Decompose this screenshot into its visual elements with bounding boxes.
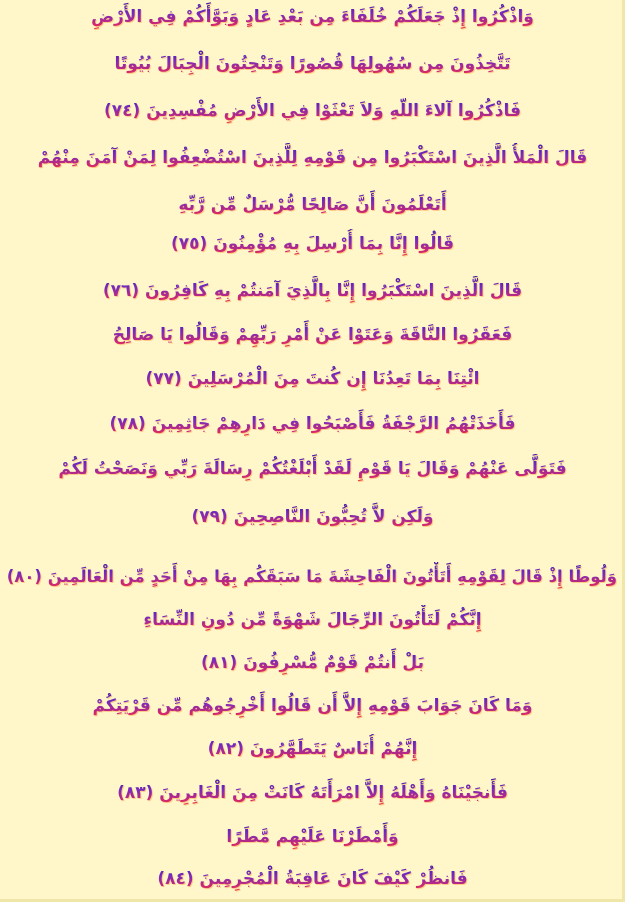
verse-line: أَتَعْلَمُونَ أَنَّ صَالِحًا مُّرْسَلٌ مِّن رَّبِّهِ xyxy=(8,190,617,220)
verse-line: قَالَ الَّذِينَ اسْتَكْبَرُوا إِنَّا بِالَّذِيَ آمَنتُمْ بِهِ كَافِرُونَ (٧٦) xyxy=(8,276,617,306)
verse-line: قَالَ الْمَلأُ الَّذِينَ اسْتَكْبَرُوا مِن قَوْمِهِ لِلَّذِينَ اسْتُضْعِفُوا لِمَنْ آمَنَ مِنْهُمْ xyxy=(8,143,617,173)
verse-line: فَتَوَلَّى عَنْهُمْ وَقَالَ يَا قَوْمِ لَقَدْ أَبْلَغْتُكُمْ رِسَالَةَ رَبِّي وَنَصَحْتُ لَكُمْ xyxy=(8,454,617,484)
verse-line: وَلَكِن لاَّ تُحِبُّونَ النَّاصِحِينَ (٧٩) xyxy=(8,502,617,532)
verse-line: بَلْ أَنتُمْ قَوْمٌ مُّسْرِفُونَ (٨١) xyxy=(8,648,617,678)
verse-line: إِنَّهُمْ أُنَاسٌ يَتَطَهَّرُونَ (٨٢) xyxy=(8,734,617,764)
verse-line: ائْتِنَا بِمَا تَعِدُنَا إِن كُنتَ مِنَ الْمُرْسَلِينَ (٧٧) xyxy=(8,364,617,394)
verse-line: فَعَقَرُوا النَّاقَةَ وَعَتَوْا عَنْ أَمْرِ رَبِّهِمْ وَقَالُوا يَا صَالِحُ xyxy=(8,320,617,350)
verse-line: وَلُوطًا إِذْ قَالَ لِقَوْمِهِ أَتَأْتُونَ الْفَاحِشَةَ مَا سَبَقَكُم بِهَا مِنْ أَحَدٍ مِّن الْعَالَمِينَ (٨٠) xyxy=(8,562,617,592)
verse-line: قَالُوا إِنَّا بِمَا أُرْسِلَ بِهِ مُؤْمِنُونَ (٧٥) xyxy=(8,229,617,259)
verse-line: وَأَمْطَرْنَا عَلَيْهِم مَّطَرًا xyxy=(8,822,617,852)
verse-line: فَانظُرْ كَيْفَ كَانَ عَاقِبَةُ الْمُجْرِمِينَ (٨٤) xyxy=(8,864,617,894)
verse-line: فَأَنجَيْنَاهُ وَأَهْلَهُ إِلاَّ امْرَأَتَهُ كَانَتْ مِنَ الْغَابِرِينَ (٨٣) xyxy=(8,778,617,808)
verse-line: تَتَّخِذُونَ مِن سُهُولِهَا قُصُورًا وَتَنْحِتُونَ الْجِبَالَ بُيُوتًا xyxy=(8,49,617,79)
verse-line: فَاذْكُرُوا آلاءَ اللّهِ وَلاَ تَعْثَوْا فِي الأَرْضِ مُفْسِدِينَ (٧٤) xyxy=(8,96,617,126)
verse-line: وَاذْكُرُوا إِذْ جَعَلَكُمْ خُلَفَاءَ مِن بَعْدِ عَادٍ وَبَوَّأَكُمْ فِي الأَرْضِ xyxy=(8,2,617,32)
verse-line: فَأَخَذَتْهُمُ الرَّجْفَةُ فَأَصْبَحُوا فِي دَارِهِمْ جَاثِمِينَ (٧٨) xyxy=(8,409,617,439)
verse-line: إِنَّكُمْ لَتَأْتُونَ الرِّجَالَ شَهْوَةً مِّن دُونِ النِّسَاءِ xyxy=(8,605,617,635)
verse-line: وَمَا كَانَ جَوَابَ قَوْمِهِ إِلاَّ أَن قَالُوا أَخْرِجُوهُم مِّن قَرْيَتِكُمْ xyxy=(8,691,617,721)
